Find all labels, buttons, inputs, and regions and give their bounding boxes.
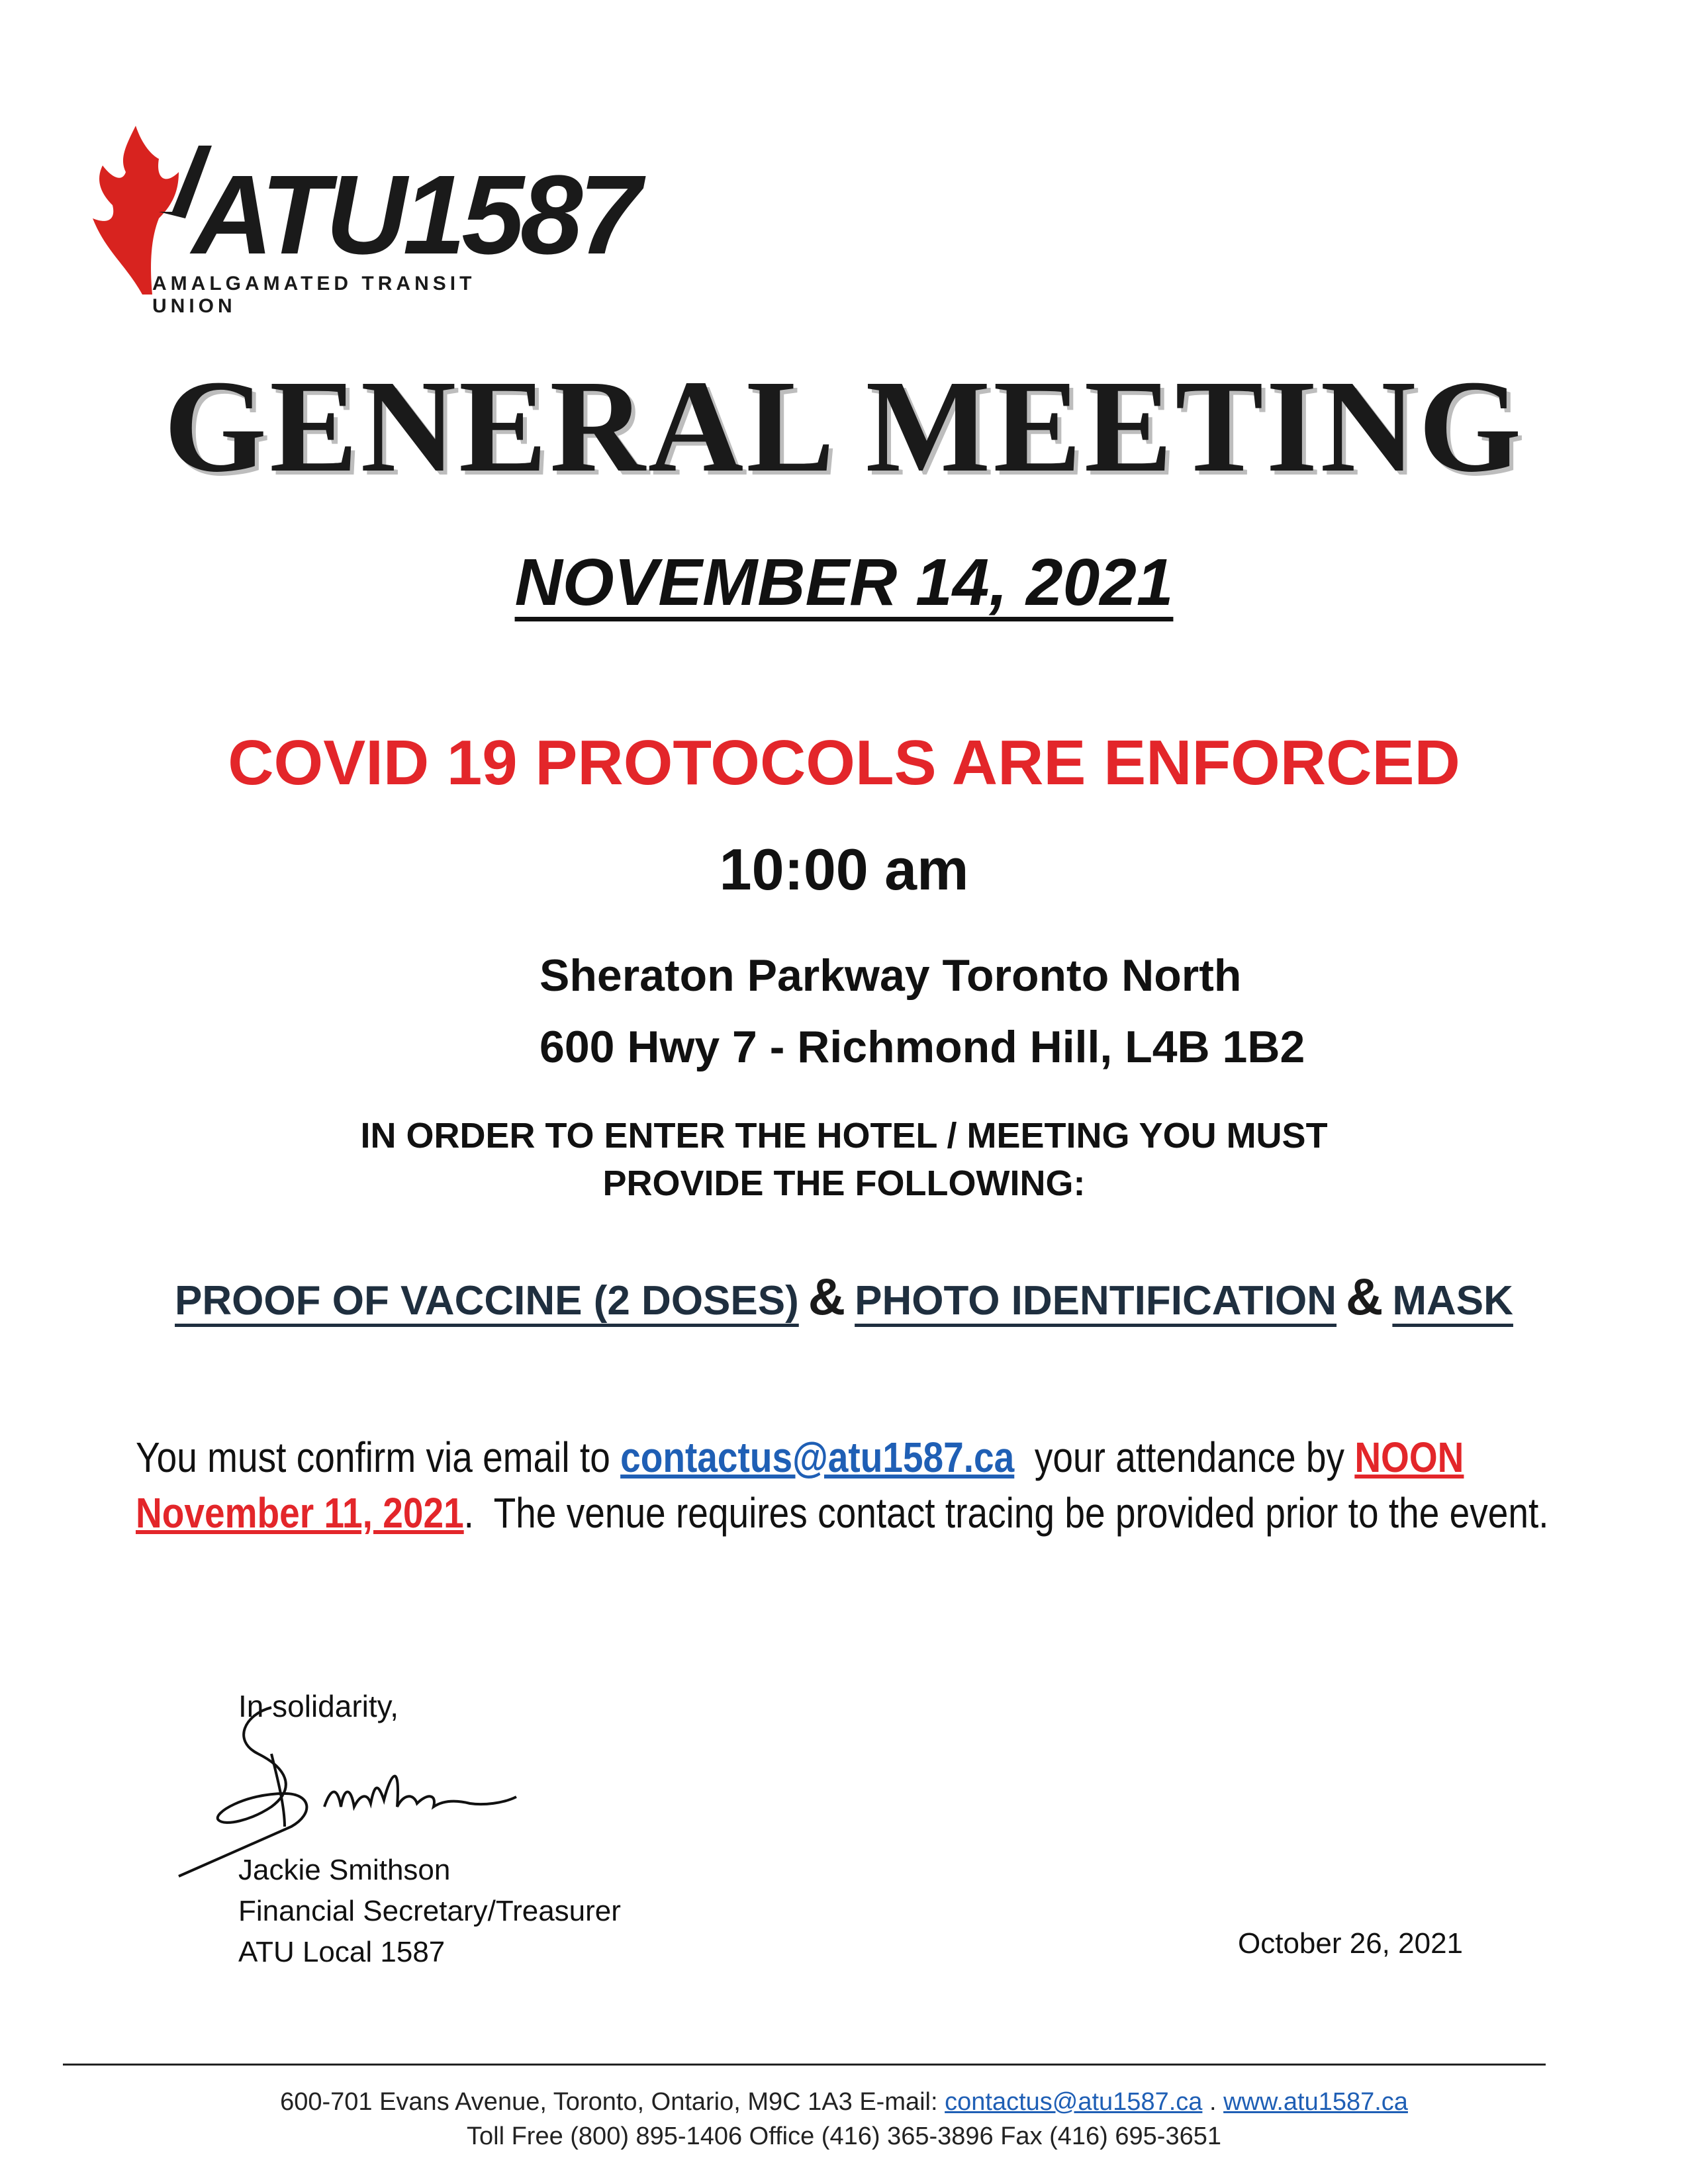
footer-separator: . xyxy=(1202,2088,1224,2116)
footer-email-link[interactable]: contactus@atu1587.ca xyxy=(945,2088,1203,2116)
footer-divider xyxy=(63,2064,1546,2066)
contact-email-link[interactable]: contactus@atu1587.ca xyxy=(620,1433,1015,1481)
meeting-date xyxy=(0,545,1688,619)
venue-address: 600 Hwy 7 - Richmond Hill, L4B 1B2 xyxy=(539,1022,1305,1072)
entry-instructions xyxy=(0,1112,1688,1207)
signer-org: ATU Local 1587 xyxy=(238,1936,445,1968)
document-date: October 26, 2021 xyxy=(1238,1927,1464,1960)
footer-phones: Toll Free (800) 895-1406 Office (416) 365-3896 Fax (416) 695-3651 xyxy=(467,2122,1221,2150)
atu-logo xyxy=(79,119,637,317)
requirement-mask: MASK xyxy=(1392,1278,1513,1324)
ampersand: & xyxy=(1346,1267,1383,1326)
requirements-line xyxy=(0,1267,1688,1326)
venue-block xyxy=(539,940,1305,1083)
deadline-time: NOON xyxy=(1354,1433,1464,1481)
confirm-text-3: . The venue requires contact tracing be provided prior to the event. xyxy=(463,1489,1549,1537)
instructions-line-2: PROVIDE THE FOLLOWING: xyxy=(602,1163,1086,1203)
signer-block xyxy=(238,1850,621,1973)
confirm-text-2: your attendance by xyxy=(1014,1433,1355,1481)
footer-website-link[interactable]: www.atu1587.ca xyxy=(1223,2088,1408,2116)
covid-notice: COVID 19 PROTOCOLS ARE ENFORCED xyxy=(228,727,1460,798)
page-title: GENERAL MEETING xyxy=(164,353,1524,500)
confirmation-paragraph xyxy=(136,1430,1593,1541)
requirement-vaccine: PROOF OF VACCINE (2 DOSES) xyxy=(175,1278,799,1324)
footer xyxy=(0,2085,1688,2154)
logo-wordmark: ATU1587 xyxy=(192,152,637,278)
meeting-date-text: NOVEMBER 14, 2021 xyxy=(514,545,1174,619)
footer-address: 600-701 Evans Avenue, Toronto, Ontario, M9C 1A3 E-mail: xyxy=(280,2088,945,2116)
ampersand: & xyxy=(808,1267,846,1326)
signer-name: Jackie Smithson xyxy=(238,1854,451,1886)
footer-line-1 xyxy=(0,2085,1688,2119)
deadline-date: November 11, 2021 xyxy=(136,1489,464,1537)
signoff: In solidarity, xyxy=(238,1689,399,1723)
venue-name: Sheraton Parkway Toronto North xyxy=(539,950,1242,1001)
meeting-time: 10:00 am xyxy=(719,837,969,902)
requirement-photo-id: PHOTO IDENTIFICATION xyxy=(855,1278,1337,1324)
logo-subtitle: AMALGAMATED TRANSIT UNION xyxy=(152,273,476,317)
instructions-line-1: IN ORDER TO ENTER THE HOTEL / MEETING YOU MUST xyxy=(360,1116,1328,1156)
confirm-text-1: You must confirm via email to xyxy=(136,1433,621,1481)
signer-title: Financial Secretary/Treasurer xyxy=(238,1895,621,1927)
